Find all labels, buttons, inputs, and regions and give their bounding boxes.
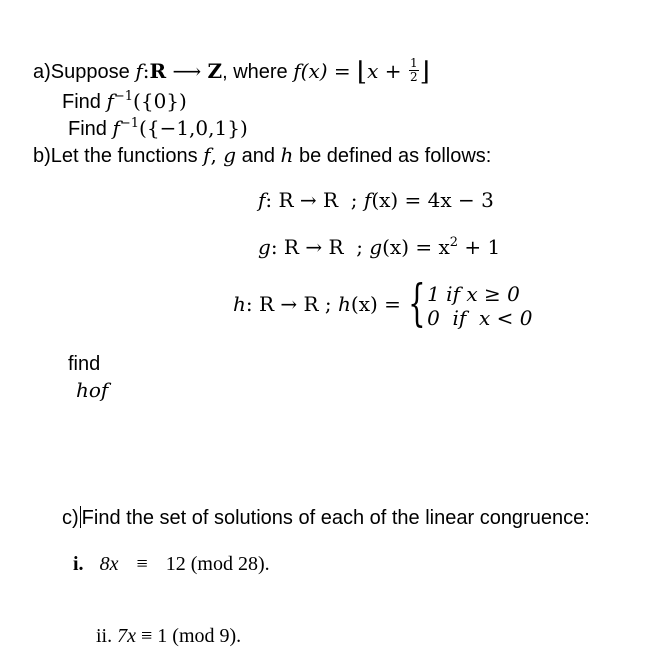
item-i-rhs: 12 (mod 28).: [165, 553, 270, 575]
g-def-rhs-b: + 1: [458, 235, 501, 259]
h-definition: [233, 273, 533, 332]
find-1-exp: −1: [113, 89, 134, 104]
part-b-statement: [33, 143, 491, 168]
g-definition: [258, 235, 500, 263]
part-b-sep: ,: [210, 143, 224, 167]
h-def-rhs-name: h: [338, 292, 351, 316]
item-i-equiv: ≡: [136, 553, 148, 575]
item-ii-rhs: 1 (mod 9).: [157, 625, 242, 647]
find-1-word: Find: [62, 91, 107, 113]
part-b-f: f: [203, 143, 211, 167]
g-def-rhs-sup: 2: [449, 235, 459, 250]
find-composition-expr: hof: [76, 378, 109, 402]
item-ii-label: ii.: [96, 625, 113, 647]
item-i-label: i.: [73, 553, 84, 575]
item-i-lhs: 8x: [99, 553, 119, 575]
item-i: [73, 552, 270, 576]
text-cursor: [80, 506, 81, 528]
part-a-find-1: [62, 89, 187, 117]
part-c-statement: [62, 506, 590, 530]
part-b-and: and: [236, 145, 281, 167]
f-def-map: : R → R: [265, 188, 339, 212]
find-2-arg: ({−1,0,1}): [139, 116, 248, 140]
h-def-cases: [427, 282, 532, 330]
part-a-statement: [33, 58, 430, 86]
part-a-arrow: ⟶: [166, 59, 208, 83]
part-a-codomain: Z: [207, 59, 223, 83]
f-def-name: f: [258, 188, 266, 212]
f-def-semi: ;: [338, 188, 364, 212]
floor-close: ⌋: [419, 57, 430, 87]
part-a-fx: f(x) =: [293, 59, 358, 83]
part-b-text-2: be defined as follows:: [293, 145, 492, 167]
f-definition: [258, 188, 494, 212]
part-a-colon: :: [142, 59, 150, 83]
part-b-label: b): [33, 145, 51, 167]
part-a-intro: Suppose: [50, 61, 136, 83]
part-c-label: c): [62, 507, 79, 529]
h-def-rhs: (x) =: [350, 292, 408, 316]
find-2-exp: −1: [119, 116, 140, 131]
find-composition-word: find: [68, 353, 101, 375]
f-def-rhs: (x) = 4x − 3: [371, 188, 494, 212]
g-def-rhs-name: g: [369, 235, 383, 259]
find-2-word: Find: [68, 118, 113, 140]
part-b-h: h: [280, 143, 294, 167]
h-def-name: h: [233, 292, 246, 316]
floor-inner: x +: [367, 59, 408, 83]
part-a-find-2: [68, 116, 248, 144]
h-def-case-1: 1 if x ≥ 0: [427, 281, 520, 306]
g-def-map: : R → R: [270, 235, 344, 259]
find-1-arg: ({0}): [133, 89, 187, 113]
item-ii-equiv: ≡: [141, 625, 153, 647]
part-c-text: Find the set of solutions of each of the linear congruence:: [81, 507, 590, 529]
find-2-f: f: [112, 116, 120, 140]
item-ii-lhs: 7x: [117, 625, 137, 647]
part-a-domain: R: [149, 59, 167, 83]
part-b-text-1: Let the functions: [50, 145, 204, 167]
h-def-map: : R → R ;: [245, 292, 339, 316]
half-denominator: 2: [409, 70, 418, 84]
g-def-semi: ;: [343, 235, 370, 259]
half-fraction: [409, 57, 419, 84]
find-1-f: f: [106, 89, 114, 113]
floor-open: ⌊: [357, 57, 368, 87]
item-ii: [96, 624, 241, 648]
part-b-g: g: [223, 143, 237, 167]
part-a-f: f: [135, 59, 143, 83]
g-def-rhs-a: (x) = x: [382, 235, 450, 259]
half-numerator: 1: [409, 56, 418, 70]
part-a-where: , where: [222, 61, 294, 83]
g-def-name: g: [258, 235, 271, 259]
h-def-case-2: 0 if x < 0: [427, 305, 533, 330]
h-def-brace: {: [408, 273, 426, 332]
f-def-rhs-name: f: [363, 188, 372, 212]
part-a-label: a): [33, 61, 51, 83]
